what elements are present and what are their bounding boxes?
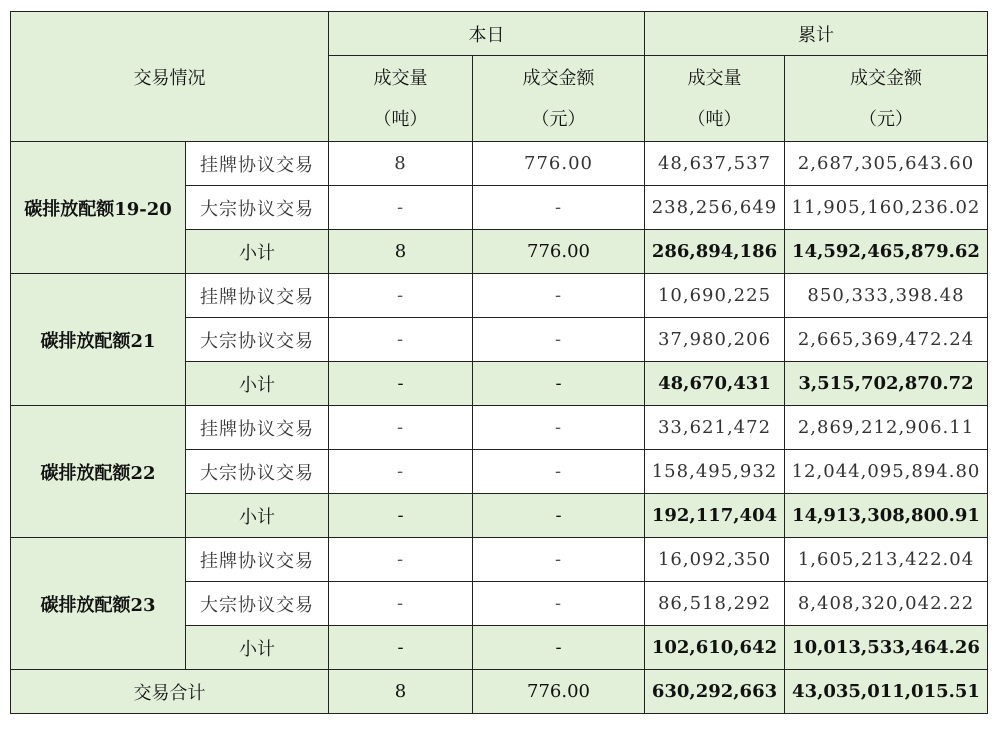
today-amount-cell: -	[473, 582, 645, 626]
volume-unit: （吨）	[687, 108, 742, 130]
volume-label: 成交量	[687, 67, 742, 89]
carbon-trading-table	[10, 11, 988, 714]
amount-label: 成交金额	[522, 67, 595, 89]
cumulative-volume-cell: 33,621,472	[645, 406, 785, 450]
today-volume-cell: -	[329, 626, 473, 670]
cumulative-amount-cell: 1,605,213,422.04	[785, 538, 988, 582]
subtotal-label: 小计	[186, 494, 329, 538]
cumulative-volume-cell: 238,256,649	[645, 186, 785, 230]
cumulative-amount-cell: 2,687,305,643.60	[785, 142, 988, 186]
trade-type-cell: 挂牌协议交易	[186, 538, 329, 582]
cumulative-amount-cell: 14,592,465,879.62	[785, 230, 988, 274]
category-cell: 碳排放配额21	[11, 274, 186, 406]
cumulative-amount-cell: 850,333,398.48	[785, 274, 988, 318]
cumulative-volume-cell: 48,637,537	[645, 142, 785, 186]
volume-unit: （吨）	[373, 108, 428, 130]
total-row	[11, 670, 988, 714]
today-volume-cell: -	[329, 362, 473, 406]
today-volume-cell: -	[329, 450, 473, 494]
cumulative-volume-cell: 158,495,932	[645, 450, 785, 494]
today-volume-cell: -	[329, 186, 473, 230]
total-label: 交易合计	[11, 670, 329, 714]
total-today-volume: 8	[329, 670, 473, 714]
trade-type-cell: 挂牌协议交易	[186, 274, 329, 318]
table-row	[11, 538, 988, 582]
today-amount-cell: -	[473, 186, 645, 230]
cumulative-volume-header	[645, 56, 785, 142]
amount-unit: （元）	[859, 108, 913, 130]
today-amount-cell: 776.00	[473, 142, 645, 186]
trade-type-cell: 挂牌协议交易	[186, 406, 329, 450]
trade-type-cell: 大宗协议交易	[186, 186, 329, 230]
today-amount-cell: -	[473, 626, 645, 670]
today-volume-cell: 8	[329, 142, 473, 186]
today-volume-cell: -	[329, 274, 473, 318]
today-amount-cell: 776.00	[473, 230, 645, 274]
cumulative-volume-cell: 48,670,431	[645, 362, 785, 406]
today-amount-cell: -	[473, 538, 645, 582]
cumulative-amount-cell: 3,515,702,870.72	[785, 362, 988, 406]
today-volume-cell: -	[329, 406, 473, 450]
cumulative-volume-cell: 10,690,225	[645, 274, 785, 318]
today-header: 本日	[329, 12, 645, 56]
cumulative-volume-cell: 192,117,404	[645, 494, 785, 538]
subtotal-label: 小计	[186, 230, 329, 274]
cumulative-volume-cell: 16,092,350	[645, 538, 785, 582]
table-row	[11, 274, 988, 318]
total-cumulative-volume: 630,292,663	[645, 670, 785, 714]
trade-type-cell: 大宗协议交易	[186, 582, 329, 626]
category-cell: 碳排放配额22	[11, 406, 186, 538]
cumulative-amount-cell: 12,044,095,894.80	[785, 450, 988, 494]
volume-label: 成交量	[373, 67, 428, 89]
cumulative-amount-cell: 14,913,308,800.91	[785, 494, 988, 538]
today-volume-cell: -	[329, 318, 473, 362]
table-row	[11, 142, 988, 186]
cumulative-amount-cell: 2,665,369,472.24	[785, 318, 988, 362]
cumulative-header: 累计	[645, 12, 988, 56]
today-amount-cell: -	[473, 362, 645, 406]
today-amount-cell: -	[473, 274, 645, 318]
amount-label: 成交金额	[850, 67, 922, 89]
amount-unit: （元）	[531, 108, 586, 130]
today-volume-cell: -	[329, 582, 473, 626]
today-volume-header	[329, 56, 473, 142]
today-volume-cell: -	[329, 494, 473, 538]
category-cell: 碳排放配额19-20	[11, 142, 186, 274]
trade-type-cell: 大宗协议交易	[186, 450, 329, 494]
table-row	[11, 406, 988, 450]
total-today-amount: 776.00	[473, 670, 645, 714]
total-cumulative-amount: 43,035,011,015.51	[785, 670, 988, 714]
cumulative-amount-cell: 10,013,533,464.26	[785, 626, 988, 670]
cumulative-amount-header	[785, 56, 988, 142]
today-amount-cell: -	[473, 494, 645, 538]
cumulative-volume-cell: 37,980,206	[645, 318, 785, 362]
cumulative-amount-cell: 8,408,320,042.22	[785, 582, 988, 626]
subtotal-label: 小计	[186, 626, 329, 670]
today-volume-cell: -	[329, 538, 473, 582]
trade-type-cell: 挂牌协议交易	[186, 142, 329, 186]
today-volume-cell: 8	[329, 230, 473, 274]
cumulative-amount-cell: 11,905,160,236.02	[785, 186, 988, 230]
today-amount-cell: -	[473, 406, 645, 450]
cumulative-amount-cell: 2,869,212,906.11	[785, 406, 988, 450]
cumulative-volume-cell: 286,894,186	[645, 230, 785, 274]
cumulative-volume-cell: 102,610,642	[645, 626, 785, 670]
today-amount-header	[473, 56, 645, 142]
category-cell: 碳排放配额23	[11, 538, 186, 670]
today-amount-cell: -	[473, 318, 645, 362]
trade-type-cell: 大宗协议交易	[186, 318, 329, 362]
cumulative-volume-cell: 86,518,292	[645, 582, 785, 626]
today-amount-cell: -	[473, 450, 645, 494]
trade-situation-header: 交易情况	[11, 12, 329, 142]
subtotal-label: 小计	[186, 362, 329, 406]
